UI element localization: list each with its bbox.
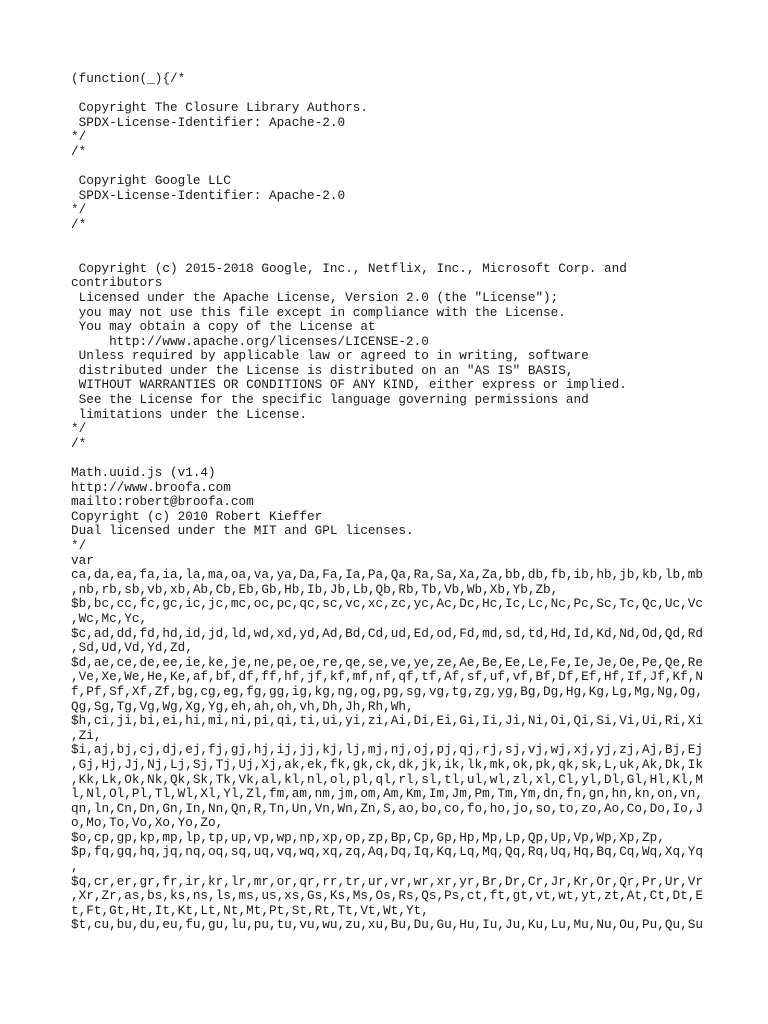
code-line: you may not use this file except in compliance with the License. bbox=[71, 304, 566, 320]
code-line: Copyright (c) 2015-2018 Google, Inc., Netflix, Inc., Microsoft Corp. and bbox=[71, 260, 627, 276]
code-line: /* bbox=[71, 216, 87, 232]
code-line: Copyright The Closure Library Authors. bbox=[71, 100, 368, 116]
code-line: contributors bbox=[71, 275, 163, 291]
code-line: ,Gj,Hj,Jj,Nj,Lj,Sj,Tj,Uj,Xj,ak,ek,fk,gk,ck,dk,jk,ik,lk,mk,ok,pk,qk,sk,L,uk,Ak,Dk,Ik bbox=[71, 756, 703, 772]
code-line: ,nb,rb,sb,vb,xb,Ab,Cb,Eb,Gb,Hb,Ib,Jb,Lb,Qb,Rb,Tb,Vb,Wb,Xb,Yb,Zb, bbox=[71, 581, 559, 597]
code-line: $c,ad,dd,fd,hd,id,jd,ld,wd,xd,yd,Ad,Bd,Cd,ud,Ed,od,Fd,md,sd,td,Hd,Id,Kd,Nd,Od,Qd,Rd bbox=[71, 625, 703, 641]
code-line: http://www.apache.org/licenses/LICENSE-2.0 bbox=[71, 333, 429, 349]
code-line: $i,aj,bj,cj,dj,ej,fj,gj,hj,ij,jj,kj,lj,mj,nj,oj,pj,qj,rj,sj,vj,wj,xj,yj,zj,Aj,Bj,Ej bbox=[71, 742, 703, 758]
code-line: ,Wc,Mc,Yc, bbox=[71, 610, 148, 626]
code-line: SPDX-License-Identifier: Apache-2.0 bbox=[71, 114, 346, 130]
code-line bbox=[71, 160, 701, 175]
code-line: Unless required by applicable law or agreed to in writing, software bbox=[71, 348, 589, 364]
code-line: Math.uuid.js (v1.4) bbox=[71, 465, 216, 481]
code-line: $d,ae,ce,de,ee,ie,ke,je,ne,pe,oe,re,qe,se,ve,ye,ze,Ae,Be,Ee,Le,Fe,Ie,Je,Oe,Pe,Qe,Re bbox=[71, 654, 703, 670]
code-line bbox=[71, 247, 701, 262]
code-line: $h,ci,ji,bi,ei,hi,mi,ni,pi,qi,ti,ui,yi,zi,Ai,Di,Ei,Gi,Ii,Ji,Ni,Oi,Qi,Si,Vi,Ui,Ri,Xi bbox=[71, 713, 703, 729]
code-line: */ bbox=[71, 538, 87, 553]
code-line: */ bbox=[71, 202, 87, 218]
code-line bbox=[71, 451, 701, 466]
code-line: Dual licensed under the MIT and GPL licenses. bbox=[71, 523, 414, 539]
code-line: See the License for the specific language governing permissions and bbox=[71, 392, 589, 408]
code-line: ,Zi, bbox=[71, 727, 102, 743]
code-line: */ bbox=[71, 129, 87, 145]
code-line bbox=[71, 87, 701, 102]
source-code-document bbox=[71, 72, 701, 933]
code-line: Licensed under the Apache License, Version 2.0 (the "License"); bbox=[71, 289, 559, 305]
code-line: ,Ve,Xe,We,He,Ke,af,bf,df,ff,hf,jf,kf,mf,nf,qf,tf,Af,sf,uf,vf,Bf,Df,Ef,Hf,If,Jf,Kf,N bbox=[71, 669, 703, 685]
code-line: f,Pf,Sf,Xf,Zf,bg,cg,eg,fg,gg,ig,kg,ng,og,pg,sg,vg,tg,zg,yg,Bg,Dg,Hg,Kg,Lg,Mg,Ng,Og, bbox=[71, 683, 703, 699]
code-line: distributed under the License is distributed on an "AS IS" BASIS, bbox=[71, 362, 574, 378]
code-line: SPDX-License-Identifier: Apache-2.0 bbox=[71, 187, 346, 203]
code-line: http://www.broofa.com bbox=[71, 479, 231, 495]
code-line: $b,bc,cc,fc,gc,ic,jc,mc,oc,pc,qc,sc,vc,xc,zc,yc,Ac,Dc,Hc,Ic,Lc,Nc,Pc,Sc,Tc,Qc,Uc,Vc bbox=[71, 596, 703, 612]
code-line: ,Kk,Lk,Ok,Nk,Qk,Sk,Tk,Vk,al,kl,nl,ol,pl,ql,rl,sl,tl,ul,wl,zl,xl,Cl,yl,Dl,Gl,Hl,Kl,M bbox=[71, 771, 703, 787]
code-line: WITHOUT WARRANTIES OR CONDITIONS OF ANY KIND, either express or implied. bbox=[71, 377, 627, 393]
code-line: $q,cr,er,gr,fr,ir,kr,lr,mr,or,qr,rr,tr,ur,vr,wr,xr,yr,Br,Dr,Cr,Jr,Kr,Or,Qr,Pr,Ur,Vr bbox=[71, 873, 703, 889]
code-line: /* bbox=[71, 143, 87, 159]
code-line: $t,cu,bu,du,eu,fu,gu,lu,pu,tu,vu,wu,zu,xu,Bu,Du,Gu,Hu,Iu,Ju,Ku,Lu,Mu,Nu,Ou,Pu,Qu,Su bbox=[71, 917, 703, 933]
code-line: /* bbox=[71, 435, 87, 451]
code-line: qn,ln,Cn,Dn,Gn,In,Nn,Qn,R,Tn,Un,Vn,Wn,Zn,S,ao,bo,co,fo,ho,jo,so,to,zo,Ao,Co,Do,Io,J bbox=[71, 800, 703, 816]
code-line: mailto:robert@broofa.com bbox=[71, 494, 254, 510]
code-line: limitations under the License. bbox=[71, 406, 308, 422]
code-line: Copyright (c) 2010 Robert Kieffer bbox=[71, 508, 323, 524]
code-line: */ bbox=[71, 421, 87, 437]
code-line: ,Sd,Ud,Vd,Yd,Zd, bbox=[71, 640, 193, 656]
code-line bbox=[71, 233, 701, 248]
code-line: , bbox=[71, 859, 79, 875]
code-line: You may obtain a copy of the License at bbox=[71, 319, 376, 335]
code-line: $p,fq,gq,hq,jq,nq,oq,sq,uq,vq,wq,xq,zq,Aq,Dq,Iq,Kq,Lq,Mq,Qq,Rq,Uq,Hq,Bq,Cq,Wq,Xq,Yq bbox=[71, 844, 703, 860]
code-line: t,Ft,Gt,Ht,It,Kt,Lt,Nt,Mt,Pt,St,Rt,Tt,Vt,Wt,Yt, bbox=[71, 902, 429, 918]
code-line: o,Mo,To,Vo,Xo,Yo,Zo, bbox=[71, 815, 224, 831]
code-line: l,Nl,Ol,Pl,Tl,Wl,Xl,Yl,Zl,fm,am,nm,jm,om,Am,Km,Im,Jm,Pm,Tm,Ym,dn,fn,gn,hn,kn,on,vn, bbox=[71, 786, 703, 802]
code-line: Qg,Sg,Tg,Vg,Wg,Xg,Yg,eh,ah,oh,vh,Dh,Jh,Rh,Wh, bbox=[71, 698, 414, 714]
code-line: ca,da,ea,fa,ia,la,ma,oa,va,ya,Da,Fa,Ia,Pa,Qa,Ra,Sa,Xa,Za,bb,db,fb,ib,hb,jb,kb,lb,mb bbox=[71, 567, 703, 583]
code-line: ,Xr,Zr,as,bs,ks,ns,ls,ms,us,xs,Gs,Ks,Ms,Os,Rs,Qs,Ps,ct,ft,gt,vt,wt,yt,zt,At,Ct,Dt,E bbox=[71, 888, 703, 904]
code-line: Copyright Google LLC bbox=[71, 173, 231, 189]
code-line: var bbox=[71, 552, 94, 568]
code-line: $o,cp,gp,kp,mp,lp,tp,up,vp,wp,np,xp,op,zp,Bp,Cp,Gp,Hp,Mp,Lp,Qp,Up,Vp,Wp,Xp,Zp, bbox=[71, 829, 665, 845]
code-line: (function(_){/* bbox=[71, 71, 186, 86]
